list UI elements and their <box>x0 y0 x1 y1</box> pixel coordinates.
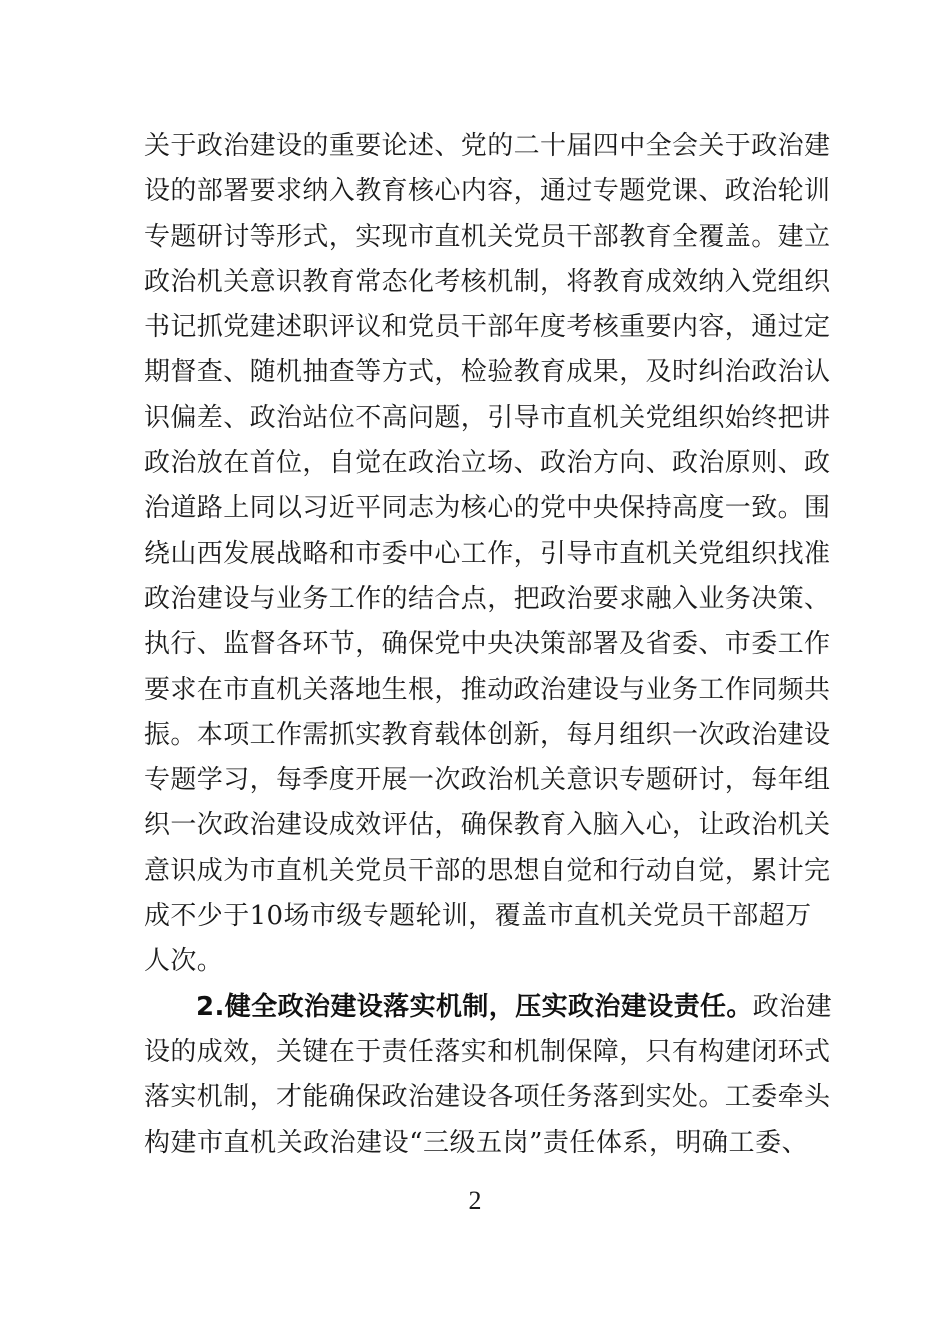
paragraph-2-line: 构建市直机关政治建设“三级五岗”责任体系，明确工委、 <box>144 1127 808 1158</box>
paragraph-1-line: 绕山西发展战略和市委中心工作，引导市直机关党组织找准 <box>144 538 831 569</box>
paragraph-1-line: 政治放在首位，自觉在政治立场、政治方向、政治原则、政 <box>144 448 831 479</box>
section-heading: 2.健全政治建设落实机制，压实政治建设责任。 <box>196 991 753 1022</box>
paragraph-1-line: 专题研讨等形式，实现市直机关党员干部教育全覆盖。建立 <box>144 221 831 252</box>
paragraph-1-line: 振。本项工作需抓实教育载体创新，每月组织一次政治建设 <box>144 719 831 750</box>
paragraph-2-first-line <box>144 985 832 1030</box>
paragraph-1-line: 设的部署要求纳入教育核心内容，通过专题党课、政治轮训 <box>144 176 831 207</box>
paragraph-2-line: 落实机制，才能确保政治建设各项任务落到实处。工委牵头 <box>144 1082 831 1113</box>
paragraph-2-first-line-rest: 政治建 <box>752 991 832 1022</box>
page-number: 2 <box>468 1186 482 1215</box>
paragraph-1-line: 政治机关意识教育常态化考核机制，将教育成效纳入党组织 <box>144 266 831 297</box>
paragraph-2-line: 设的成效，关键在于责任落实和机制保障，只有构建闭环式 <box>144 1036 831 1067</box>
paragraph-1-line: 要求在市直机关落地生根，推动政治建设与业务工作同频共 <box>144 674 831 705</box>
paragraph-1-last-line: 人次。 <box>144 946 224 977</box>
paragraph-1-line: 识偏差、政治站位不高问题，引导市直机关党组织始终把讲 <box>144 402 831 433</box>
paragraph-1-line: 治道路上同以习近平同志为核心的党中央保持高度一致。围 <box>144 493 831 524</box>
paragraph-1-line: 期督查、随机抽查等方式，检验教育成果，及时纠治政治认 <box>144 357 831 388</box>
paragraph-1-line: 书记抓党建述职评议和党员干部年度考核重要内容，通过定 <box>144 312 831 343</box>
paragraph-1-line: 织一次政治建设成效评估，确保教育入脑入心，让政治机关 <box>144 810 831 841</box>
paragraph-1-line: 专题学习，每季度开展一次政治机关意识专题研讨，每年组 <box>144 765 831 796</box>
paragraph-1-line: 政治建设与业务工作的结合点，把政治要求融入业务决策、 <box>144 583 831 614</box>
paragraph-1-line: 关于政治建设的重要论述、党的二十届四中全会关于政治建 <box>144 131 831 161</box>
body-text <box>144 124 832 1166</box>
paragraph-1-line: 成不少于10场市级专题轮训，覆盖市直机关党员干部超万 <box>144 901 812 932</box>
paragraph-1-line: 执行、监督各环节，确保党中央决策部署及省委、市委工作 <box>144 629 831 660</box>
paragraph-1-line: 意识成为市直机关党员干部的思想自觉和行动自觉，累计完 <box>144 855 831 886</box>
